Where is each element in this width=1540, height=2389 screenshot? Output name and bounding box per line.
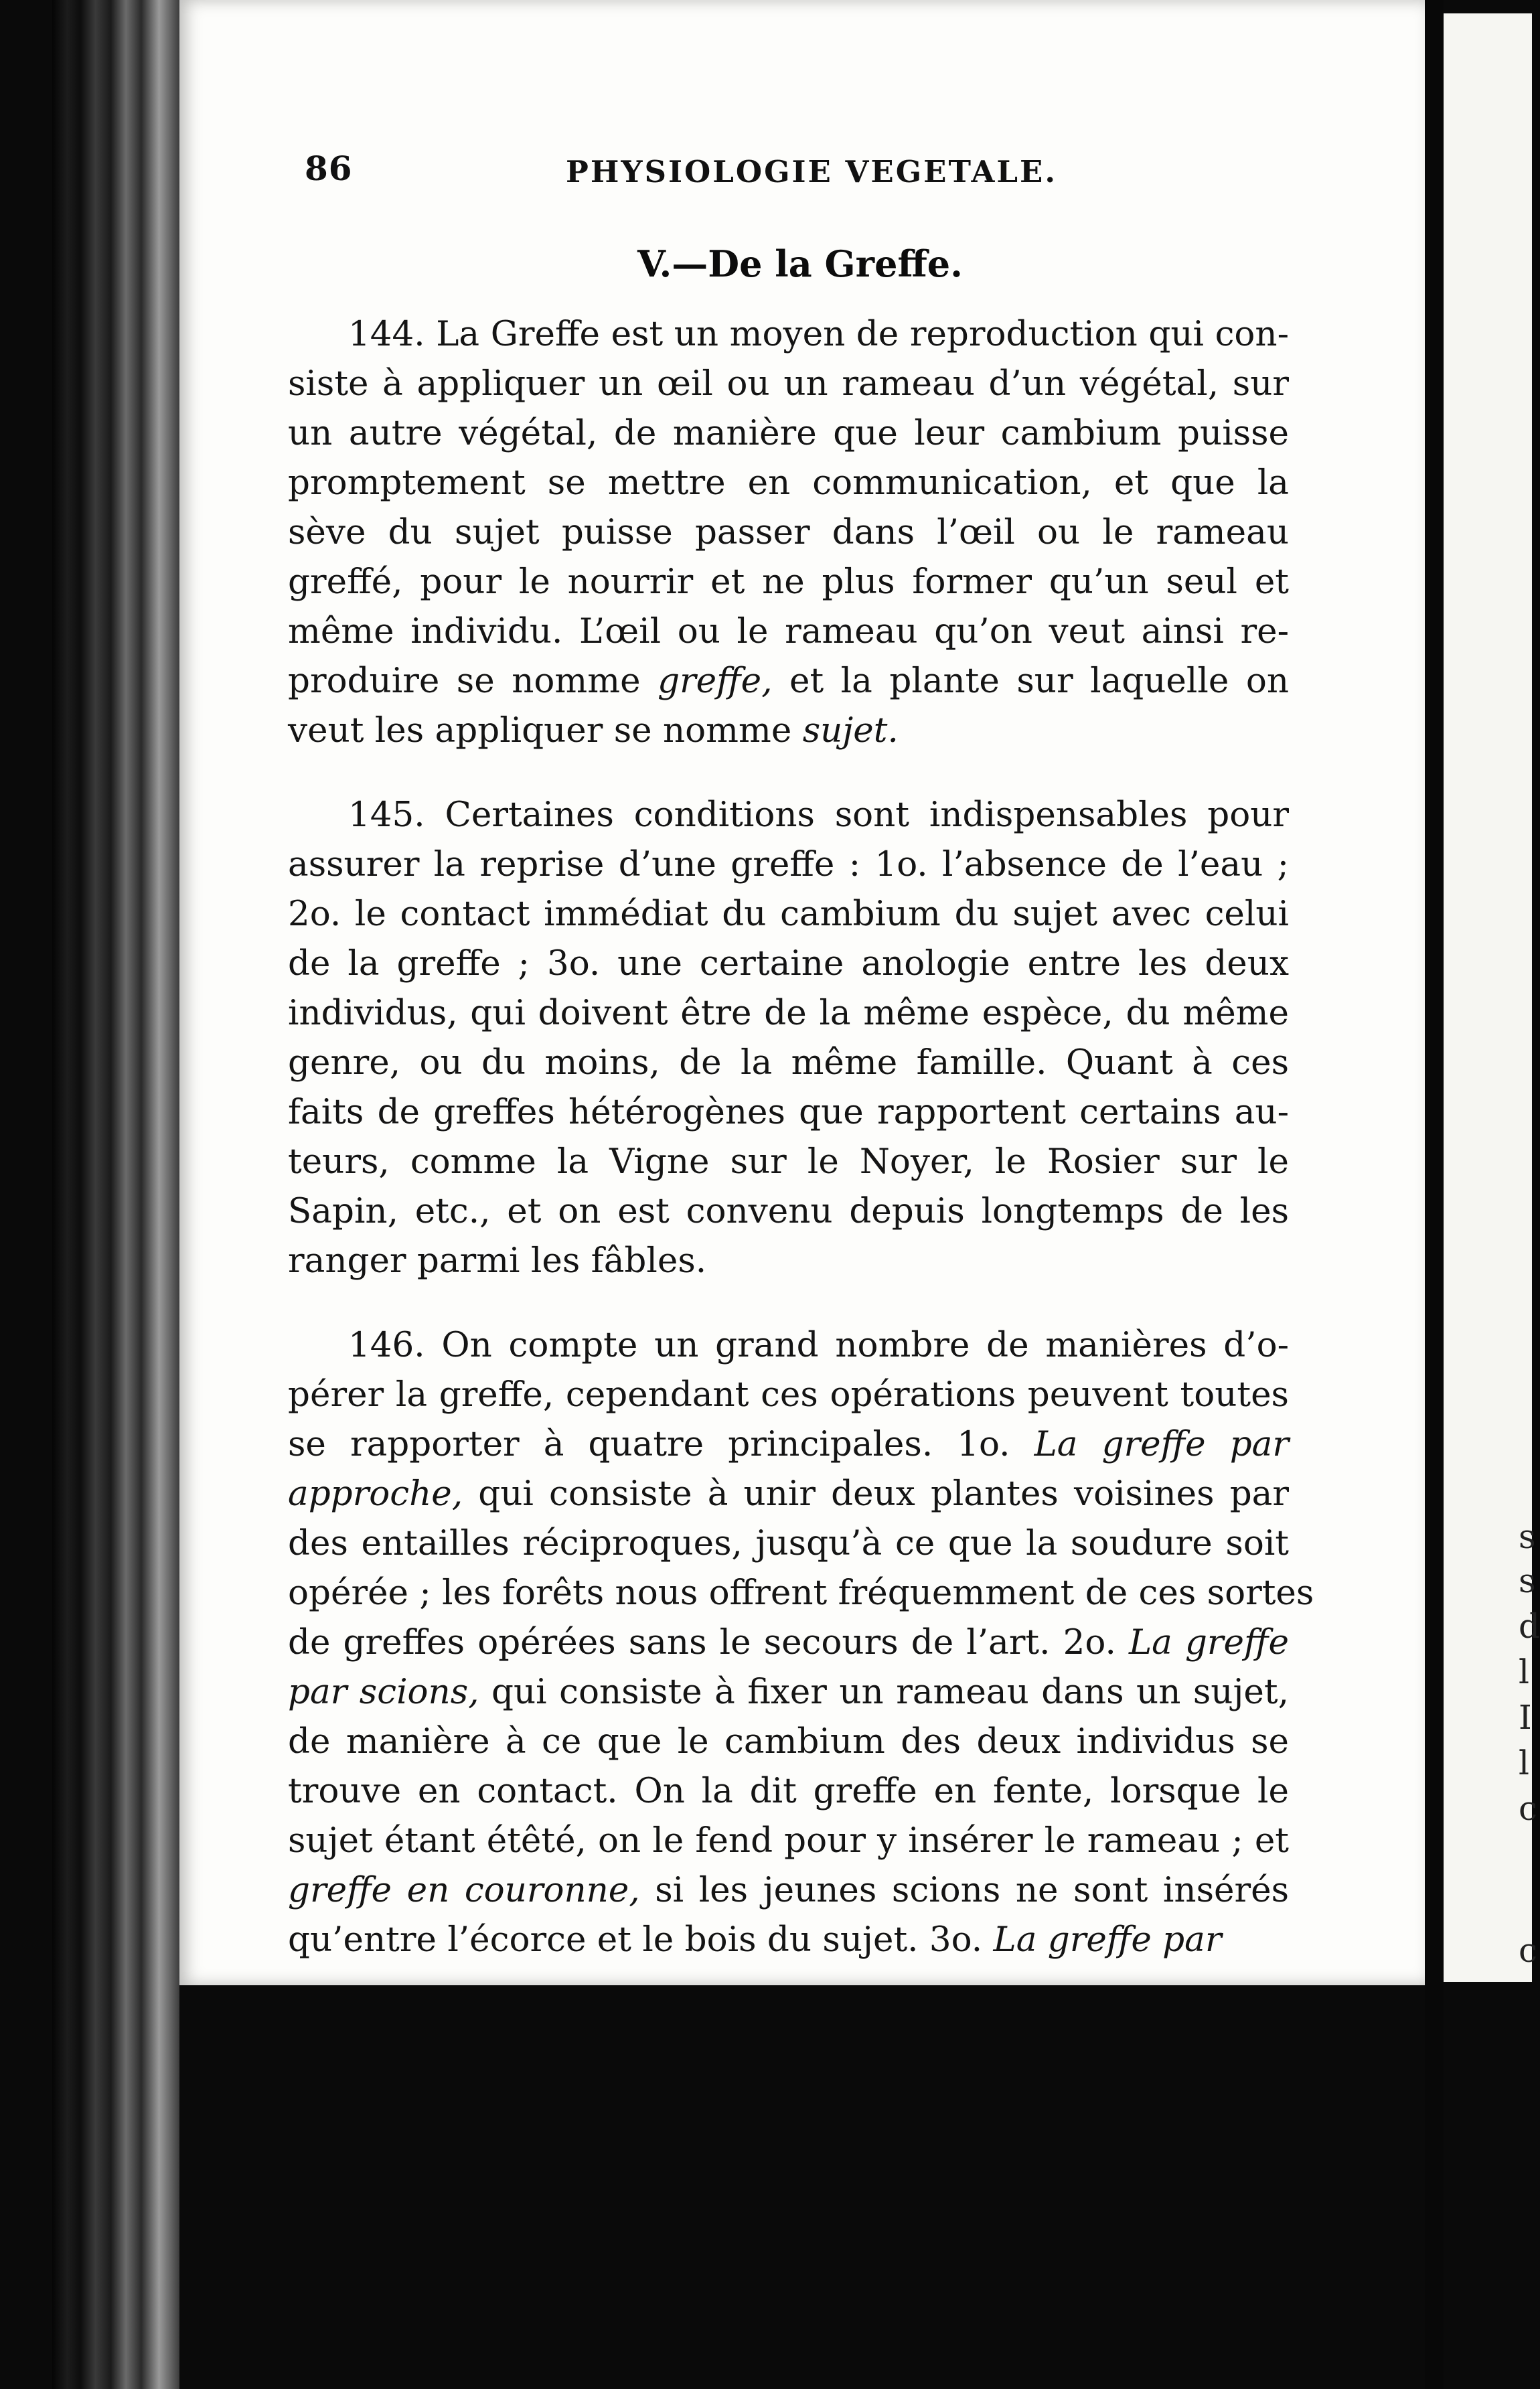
next-page-fragment: c <box>1519 1931 1538 1970</box>
italic-term: La greffe par <box>993 1920 1222 1960</box>
italic-term: par scions, <box>288 1672 479 1712</box>
text-line: pérer la greffe, cependant ces opérations peuvent toutes <box>288 1375 1289 1415</box>
running-title: PHYSIOLOGIE VEGETALE. <box>566 154 1058 189</box>
text-line: 2o. le contact immédiat du cambium du sujet avec celui <box>288 894 1289 934</box>
text-segment: qui consiste à unir deux plantes voisines par <box>463 1474 1289 1514</box>
body-text <box>288 309 1314 1999</box>
text-segment: si les jeunes scions ne sont insérés <box>639 1870 1289 1910</box>
section-heading: V.—De la Greffe. <box>637 242 963 285</box>
text-line: 146. On compte un grand nombre de manières d’o- <box>348 1325 1289 1365</box>
text-line: opérée ; les forêts nous offrent fréquemment de ces sortes <box>288 1573 1314 1613</box>
text-line: un autre végétal, de manière que leur cambium puisse <box>288 413 1289 453</box>
text-segment: qui consiste à fixer un rameau dans un sujet, <box>479 1672 1289 1712</box>
text-line: promptement se mettre en communication, et que la <box>288 463 1289 503</box>
paragraph <box>288 790 1289 1286</box>
next-page-fragment: s <box>1519 1561 1536 1600</box>
text-line <box>288 1618 1289 1667</box>
text-line: de manière à ce que le cambium des deux individus se <box>288 1721 1289 1762</box>
text-line: genre, ou du moins, de la même famille. Quant à ces <box>288 1043 1289 1083</box>
next-page-fragment: l <box>1519 1744 1529 1782</box>
paragraph <box>288 1320 1314 1964</box>
text-line: Sapin, etc., et on est convenu depuis longtemps de les <box>288 1191 1289 1231</box>
text-line <box>288 656 1289 706</box>
text-line: des entailles réciproques, jusqu’à ce que la soudure soit <box>288 1523 1289 1563</box>
text-line <box>288 1915 1289 1964</box>
text-line: de la greffe ; 3o. une certaine anologie entre les deux <box>288 943 1289 984</box>
next-page-fragment: l <box>1519 1652 1529 1691</box>
text-segment: veut les appliquer se nomme <box>288 710 803 751</box>
text-line: trouve en contact. On la dit greffe en fente, lorsque le <box>288 1771 1289 1811</box>
text-line: sujet étant étêté, on le fend pour y insérer le rameau ; et <box>288 1821 1289 1861</box>
next-page-edge <box>1444 13 1540 1982</box>
text-line <box>288 1469 1289 1519</box>
italic-term: approche, <box>288 1474 463 1514</box>
text-segment: se rapporter à quatre principales. 1o. <box>288 1424 1034 1464</box>
italic-term: La greffe par <box>1034 1424 1289 1464</box>
text-line: teurs, comme la Vigne sur le Noyer, le Rosier sur le <box>288 1142 1289 1182</box>
text-line: assurer la reprise d’une greffe : 1o. l’absence de l’eau ; <box>288 844 1289 884</box>
next-page-fragment: c <box>1519 1789 1538 1828</box>
text-line <box>288 1419 1289 1469</box>
text-line <box>288 1667 1289 1717</box>
page-gap <box>1425 0 1444 2389</box>
italic-term: greffe en couronne, <box>288 1870 640 1910</box>
text-segment: de greffes opérées sans le secours de l’art. 2o. <box>288 1622 1129 1663</box>
text-line: sève du sujet puisse passer dans l’œil ou le rameau <box>288 512 1289 552</box>
next-page-fragment: s <box>1519 1517 1536 1556</box>
next-page-fragment: d <box>1519 1607 1540 1646</box>
italic-term: La greffe <box>1128 1622 1289 1663</box>
text-line: ranger parmi les fâbles. <box>288 1241 707 1281</box>
text-line: siste à appliquer un œil ou un rameau d’un végétal, sur <box>288 364 1289 404</box>
next-page-fragment: I <box>1519 1698 1532 1737</box>
text-line <box>288 1865 1289 1915</box>
italic-term: sujet. <box>802 710 899 751</box>
text-line <box>288 706 1289 755</box>
text-line: 144. La Greffe est un moyen de reproduction qui con- <box>348 314 1289 354</box>
text-line: faits de greffes hétérogènes que rapportent certains au- <box>288 1092 1289 1132</box>
italic-term: greffe, <box>658 661 773 701</box>
paragraph <box>288 309 1289 755</box>
text-line: 145. Certaines conditions sont indispensables pour <box>348 795 1289 835</box>
page-number: 86 <box>305 149 353 188</box>
book-binding <box>52 0 179 2389</box>
running-header <box>305 149 1296 196</box>
text-segment: produire se nomme <box>288 661 658 701</box>
text-line: greffé, pour le nourrir et ne plus former qu’un seul et <box>288 562 1289 602</box>
text-line: même individu. L’œil ou le rameau qu’on veut ainsi re- <box>288 611 1289 651</box>
text-segment: qu’entre l’écorce et le bois du sujet. 3o. <box>288 1920 994 1960</box>
text-line: individus, qui doivent être de la même espèce, du même <box>288 993 1289 1033</box>
text-segment: et la plante sur laquelle on <box>772 661 1289 701</box>
